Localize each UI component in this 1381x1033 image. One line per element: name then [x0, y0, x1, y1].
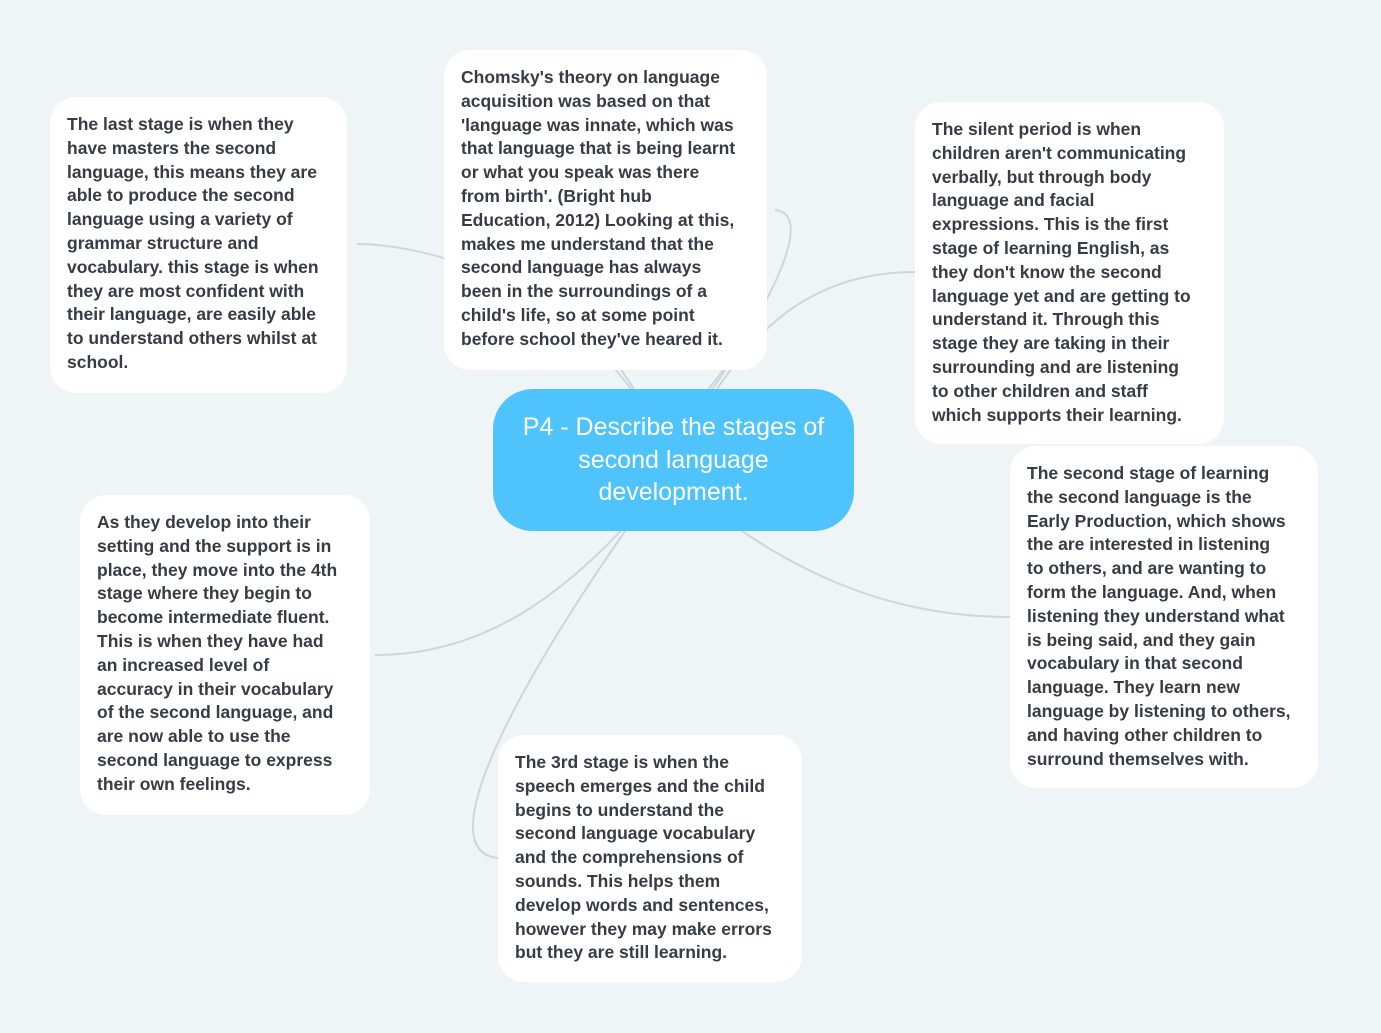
- node-silent-period[interactable]: The silent period is when children aren't communicating verbally, but through body language and facial expressions. This is the first stage of learning English, as they don't know the second language yet and are getting to understand it. Through this stage they are taking in their surrounding and are listening to other children and staff which supports their learning.: [915, 102, 1224, 444]
- central-topic[interactable]: P4 - Describe the stages of second language development.: [493, 389, 854, 531]
- node-fourth-stage[interactable]: As they develop into their setting and the support is in place, they move into the 4th stage where they begin to become intermediate fluent. This is when they have had an increased level of accuracy in their vocabulary of the second language, and are now able to use the second language to express their own feelings.: [80, 495, 370, 815]
- node-chomsky[interactable]: Chomsky's theory on language acquisition was based on that 'language was innate, which was that language that is being learnt or what you speak was there from birth'. (Bright hub Education, 2012) Looking at this, makes me understand that the second language has always been in the surroundings of a child's life, so at some point before school they've heared it.: [444, 50, 767, 370]
- connector-fourth-stage: [375, 510, 640, 655]
- node-second-stage[interactable]: The second stage of learning the second language is the Early Production, which shows the are interested in listening to others, and are wanting to form the language. And, when listening they understand what is being said, and they gain vocabulary in that second language. They learn new language by listening to others, and having other children to surround themselves with.: [1010, 446, 1318, 788]
- node-last-stage[interactable]: The last stage is when they have masters the second language, this means they are able to produce the second language using a variety of grammar structure and vocabulary. this stage is when they are most confident with their language, are easily able to understand others whilst at school.: [50, 97, 347, 393]
- node-third-stage[interactable]: The 3rd stage is when the speech emerges and the child begins to understand the second language vocabulary and the comprehensions of sounds. This helps them develop words and sentences, however they may make errors but they are still learning.: [498, 735, 802, 982]
